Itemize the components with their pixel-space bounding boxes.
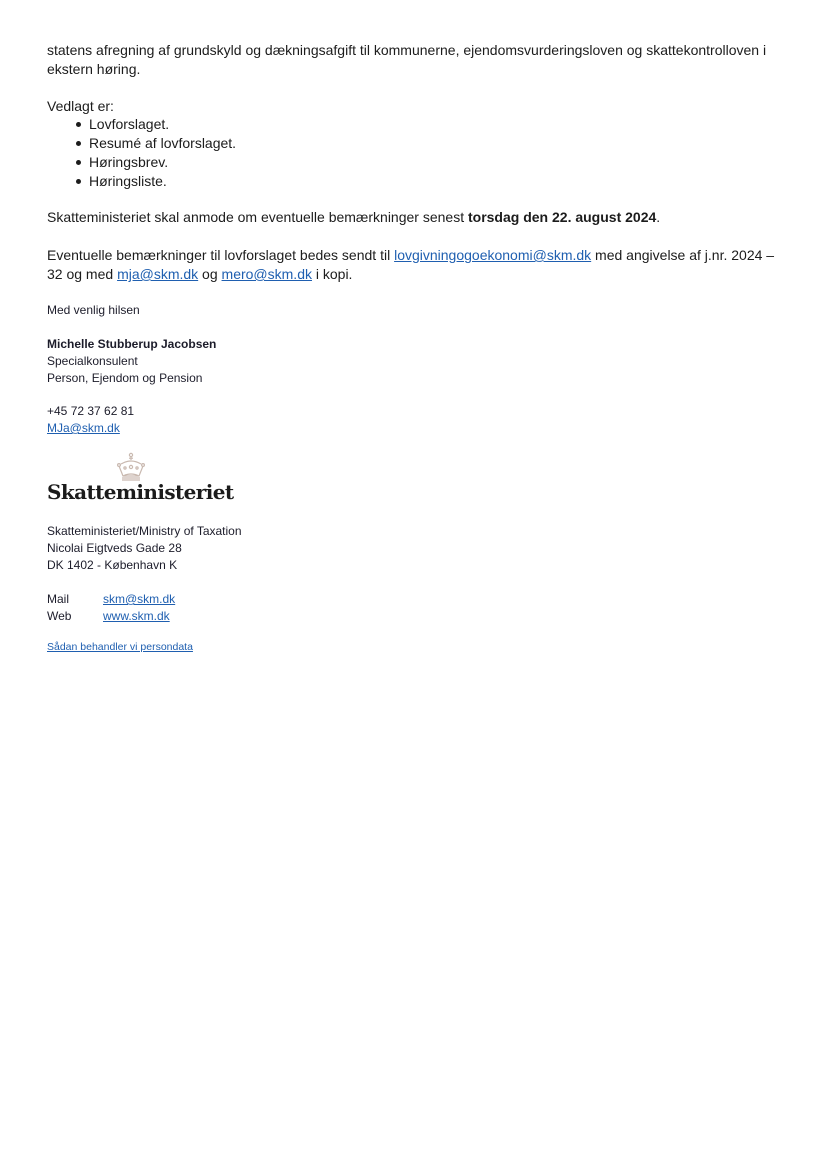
signer-email-link[interactable]: MJa@skm.dk [47, 421, 120, 435]
bullet-icon [76, 141, 81, 146]
ministry-contact [47, 591, 175, 625]
ministry-street: Nicolai Eigtveds Gade 28 [47, 541, 182, 555]
cc-email-link-2[interactable]: mero@skm.dk [221, 266, 312, 282]
privacy-policy [47, 639, 193, 656]
signer-name: Michelle Stubberup Jacobsen [47, 337, 217, 351]
deadline-paragraph: Skatteministeriet skal anmode om eventuelle bemærkninger senest torsdag den 22. august 2024. [47, 209, 661, 225]
ministry-logo [47, 452, 234, 506]
greeting: Med venlig hilsen [47, 303, 140, 317]
signature-block [47, 336, 216, 387]
cc-email-link-1[interactable]: mja@skm.dk [117, 266, 199, 282]
bullet-icon [76, 122, 81, 127]
ministry-mail-link[interactable]: skm@skm.dk [103, 592, 176, 606]
ministry-web-link[interactable]: www.skm.dk [103, 609, 170, 623]
mail-row [47, 591, 175, 608]
web-row [47, 608, 175, 625]
signer-department: Person, Ejendom og Pension [47, 371, 203, 385]
main-email-link[interactable]: lovgivningogoekonomi@skm.dk [394, 247, 592, 263]
list-item: Lovforslaget. [89, 115, 236, 134]
send-instructions-paragraph: Eventuelle bemærkninger til lovforslaget bedes sendt til lovgivningogoekonomi@skm.dk med angivelse af j.nr. 2024 – 32 og med mja@skm.dk og mero@skm.dk i kopi. [47, 247, 775, 282]
mail-label: Mail [47, 592, 70, 606]
list-item: Høringsliste. [89, 172, 236, 191]
web-label: Web [47, 609, 72, 623]
privacy-link[interactable]: Sådan behandler vi persondata [47, 641, 193, 653]
list-item: Høringsbrev. [89, 153, 236, 172]
ministry-name: Skatteministeriet/Ministry of Taxation [47, 524, 242, 538]
attachment-list [47, 115, 236, 191]
attached-heading: Vedlagt er: [47, 98, 114, 114]
ministry-address [47, 523, 242, 574]
bullet-icon [76, 179, 81, 184]
logo-wordmark: Skatteministeriet [47, 480, 234, 504]
signer-contact [47, 403, 134, 437]
crown-icon [115, 452, 147, 482]
signer-phone: +45 72 37 62 81 [47, 404, 135, 418]
intro-paragraph: statens afregning af grundskyld og dækningsafgift til kommunerne, ejendomsvurderingsloven og skattekontrolloven i ekstern høring. [47, 42, 767, 77]
list-item: Resumé af lovforslaget. [89, 134, 236, 153]
ministry-city: DK 1402 - København K [47, 558, 178, 572]
deadline-date: torsdag den 22. august 2024 [467, 209, 657, 225]
signer-title: Specialkonsulent [47, 354, 138, 368]
bullet-icon [76, 160, 81, 165]
